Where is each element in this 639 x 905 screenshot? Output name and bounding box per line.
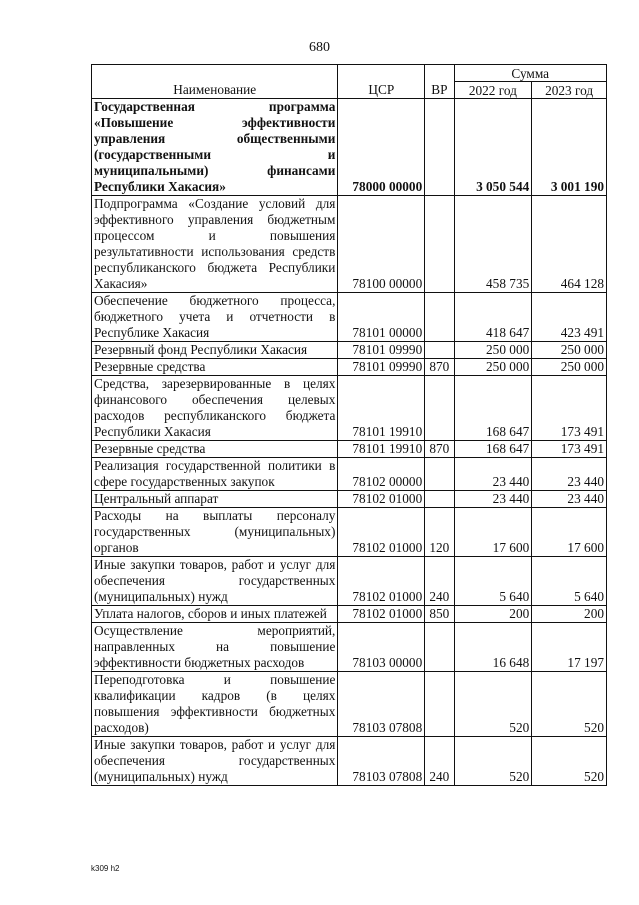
row-name: Расходы на выплаты персоналу государственных (муниципальных) органов (92, 508, 338, 557)
page-number: 680 (309, 40, 330, 55)
row-vr (425, 623, 454, 672)
row-sum-2022: 23 440 (454, 491, 532, 508)
row-vr (425, 672, 454, 737)
row-name: Уплата налогов, сборов и иных платежей (92, 606, 338, 623)
table-row (92, 99, 607, 196)
table-row (92, 606, 607, 623)
table-row (92, 672, 607, 737)
row-name: Центральный аппарат (92, 491, 338, 508)
row-sum-2022: 520 (454, 737, 532, 786)
table-row (92, 458, 607, 491)
row-csr: 78101 19910 (338, 376, 425, 441)
header-vr: ВР (425, 65, 454, 99)
table-row (92, 196, 607, 293)
row-sum-2023: 520 (532, 737, 607, 786)
row-sum-2022: 168 647 (454, 376, 532, 441)
row-csr: 78103 00000 (338, 623, 425, 672)
row-sum-2022: 250 000 (454, 342, 532, 359)
header-year-2022: 2022 год (454, 82, 532, 99)
row-csr: 78103 07808 (338, 737, 425, 786)
row-vr: 240 (425, 557, 454, 606)
header-sum: Сумма (454, 65, 607, 82)
row-csr: 78102 01000 (338, 557, 425, 606)
row-name: Средства, зарезервированные в целях финансового обеспечения целевых расходов республиканского бюджета Республики Хакасия (92, 376, 338, 441)
table-row (92, 737, 607, 786)
row-csr: 78102 01000 (338, 508, 425, 557)
row-sum-2022: 250 000 (454, 359, 532, 376)
row-csr: 78102 01000 (338, 606, 425, 623)
row-vr: 870 (425, 359, 454, 376)
row-sum-2023: 423 491 (532, 293, 607, 342)
row-sum-2022: 200 (454, 606, 532, 623)
row-sum-2022: 168 647 (454, 441, 532, 458)
row-sum-2022: 418 647 (454, 293, 532, 342)
row-vr (425, 342, 454, 359)
row-sum-2022: 23 440 (454, 458, 532, 491)
row-sum-2023: 17 197 (532, 623, 607, 672)
table-row (92, 508, 607, 557)
row-vr (425, 376, 454, 441)
row-sum-2023: 3 001 190 (532, 99, 607, 196)
row-sum-2023: 250 000 (532, 342, 607, 359)
row-name: Реализация государственной политики в сфере государственных закупок (92, 458, 338, 491)
row-vr: 120 (425, 508, 454, 557)
row-sum-2023: 17 600 (532, 508, 607, 557)
row-sum-2023: 23 440 (532, 458, 607, 491)
row-vr: 850 (425, 606, 454, 623)
row-sum-2023: 5 640 (532, 557, 607, 606)
row-vr: 240 (425, 737, 454, 786)
row-sum-2022: 3 050 544 (454, 99, 532, 196)
header-year-2023: 2023 год (532, 82, 607, 99)
row-csr: 78101 09990 (338, 342, 425, 359)
row-name: Резервные средства (92, 441, 338, 458)
table-row (92, 376, 607, 441)
row-name: Резервные средства (92, 359, 338, 376)
row-csr: 78102 01000 (338, 491, 425, 508)
row-sum-2022: 458 735 (454, 196, 532, 293)
row-sum-2023: 173 491 (532, 441, 607, 458)
table-row (92, 342, 607, 359)
table-row (92, 491, 607, 508)
header-name: Наименование (92, 65, 338, 99)
row-name: Государственная программа «Повышение эффективности управления общественными (государственными и муниципальными) финансами Республики Хакасия» (92, 99, 338, 196)
table-row (92, 623, 607, 672)
table-row (92, 441, 607, 458)
row-name: Резервный фонд Республики Хакасия (92, 342, 338, 359)
row-csr: 78101 09990 (338, 359, 425, 376)
header-csr: ЦСР (338, 65, 425, 99)
footer-code: k309 h2 (91, 864, 120, 873)
row-vr (425, 196, 454, 293)
table-row (92, 557, 607, 606)
row-name: Иные закупки товаров, работ и услуг для обеспечения государственных (муниципальных) нужд (92, 737, 338, 786)
row-sum-2023: 250 000 (532, 359, 607, 376)
row-csr: 78100 00000 (338, 196, 425, 293)
row-vr: 870 (425, 441, 454, 458)
row-vr (425, 293, 454, 342)
table-row (92, 359, 607, 376)
row-name: Осуществление мероприятий, направленных на повышение эффективности бюджетных расходов (92, 623, 338, 672)
row-sum-2022: 520 (454, 672, 532, 737)
row-name: Переподготовка и повышение квалификации кадров (в целях повышения эффективности бюджетных расходов) (92, 672, 338, 737)
row-sum-2023: 200 (532, 606, 607, 623)
row-vr (425, 458, 454, 491)
row-sum-2022: 5 640 (454, 557, 532, 606)
budget-table (91, 64, 607, 786)
row-sum-2022: 16 648 (454, 623, 532, 672)
row-csr: 78000 00000 (338, 99, 425, 196)
row-vr (425, 99, 454, 196)
row-sum-2023: 23 440 (532, 491, 607, 508)
row-sum-2022: 17 600 (454, 508, 532, 557)
row-sum-2023: 464 128 (532, 196, 607, 293)
row-sum-2023: 520 (532, 672, 607, 737)
table-body (92, 99, 607, 786)
row-csr: 78101 00000 (338, 293, 425, 342)
row-sum-2023: 173 491 (532, 376, 607, 441)
row-name: Подпрограмма «Создание условий для эффективного управления бюджетным процессом и повышения результативности использования средств республиканского бюджета Республики Хакасия» (92, 196, 338, 293)
row-csr: 78103 07808 (338, 672, 425, 737)
row-csr: 78102 00000 (338, 458, 425, 491)
row-name: Обеспечение бюджетного процесса, бюджетного учета и отчетности в Республике Хакасия (92, 293, 338, 342)
row-vr (425, 491, 454, 508)
table-row (92, 293, 607, 342)
row-name: Иные закупки товаров, работ и услуг для обеспечения государственных (муниципальных) нужд (92, 557, 338, 606)
row-csr: 78101 19910 (338, 441, 425, 458)
